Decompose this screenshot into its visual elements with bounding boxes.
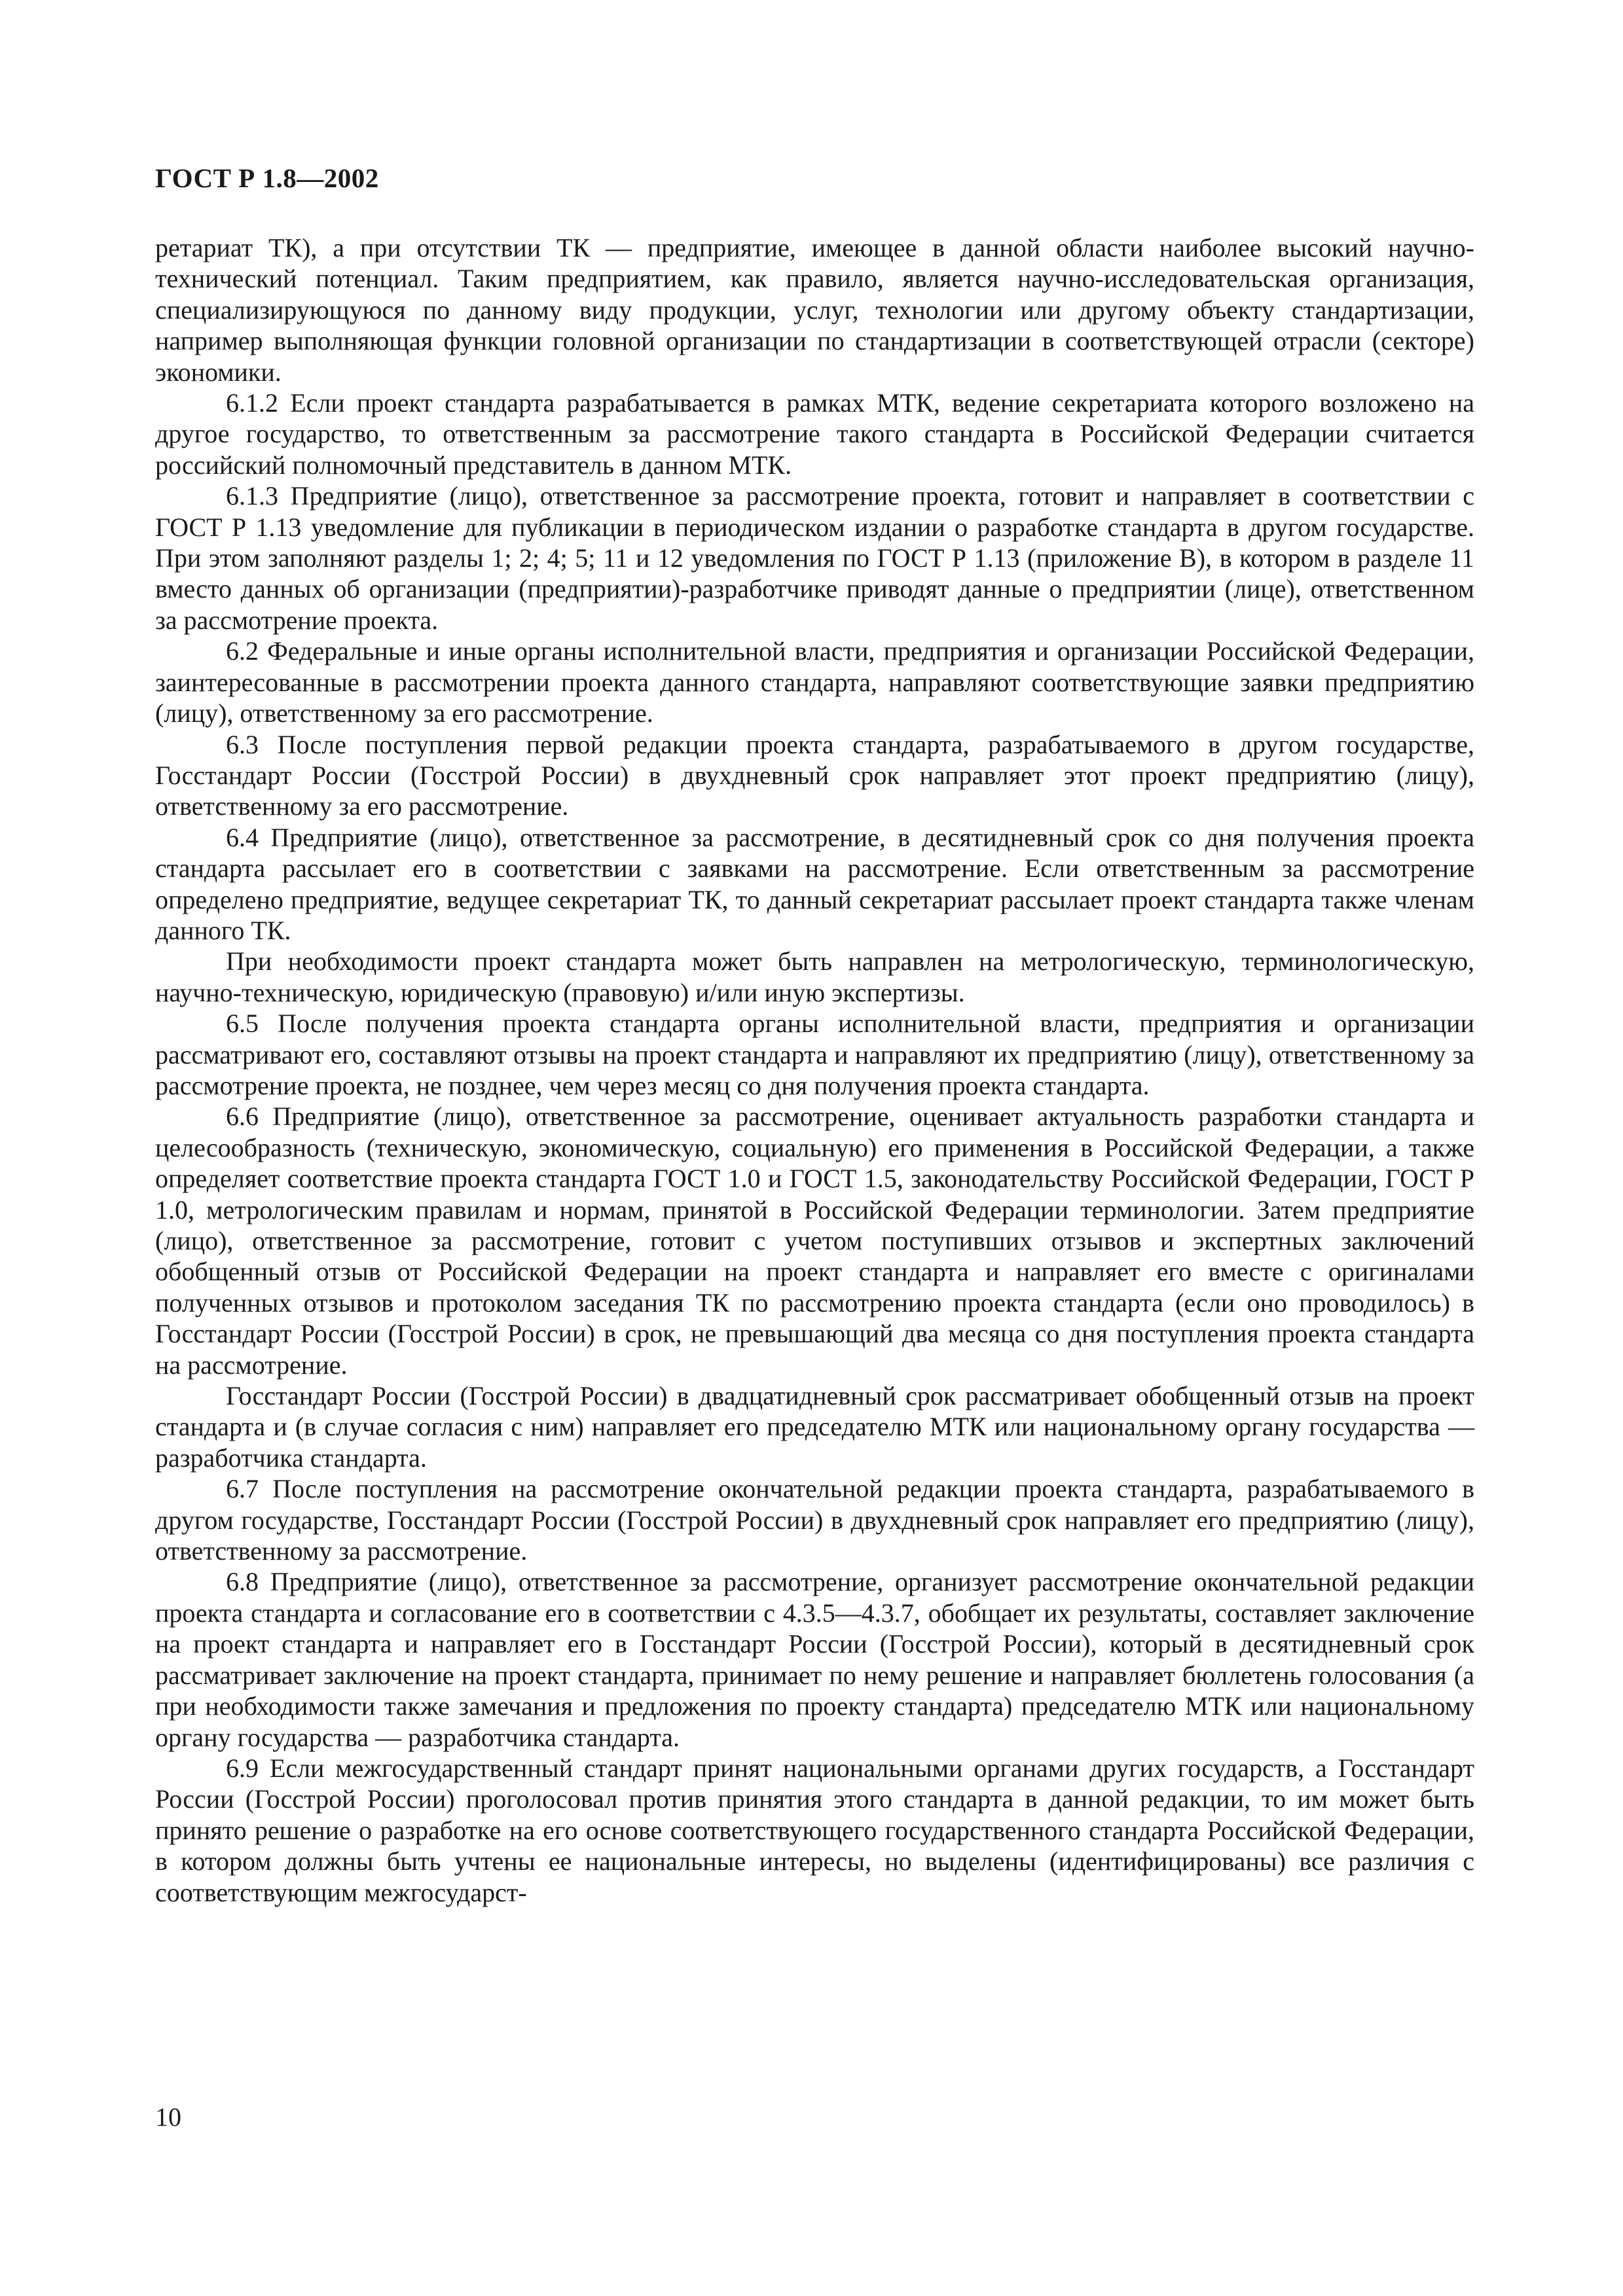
document-body bbox=[155, 232, 1474, 1908]
paragraph-6-2: 6.2 Федеральные и иные органы исполнительной власти, предприятия и организации Российской Федерации, заинтересованные в рассмотрении проекта данного стандарта, направляют соответствующие заявки предприятию (лицу), ответственному за его рассмотрение. bbox=[155, 636, 1474, 728]
paragraph-6-6: 6.6 Предприятие (лицо), ответственное за рассмотрение, оценивает актуальность разработки стандарта и целесообразность (техническую, экономическую, социальную) его применения в Российской Федерации, а также определяет соответствие проекта стандарта ГОСТ 1.0 и ГОСТ 1.5, законодательству Российской Федерации, ГОСТ Р 1.0, метрологическим правилам и нормам, принятой в Российской Федерации терминологии. Затем предприятие (лицо), ответственное за рассмотрение, готовит с учетом поступивших отзывов и экспертных заключений обобщенный отзыв от Российской Федерации на проект стандарта и направляет его вместе с оригиналами полученных отзывов и протоколом заседания ТК по рассмотрению проекта стандарта (если оно проводилось) в Госстандарт России (Госстрой России) в срок, не превышающий два месяца со дня поступления проекта стандарта на рассмотрение. bbox=[155, 1102, 1474, 1380]
paragraph-6-7: 6.7 После поступления на рассмотрение окончательной редакции проекта стандарта, разрабатываемого в другом государстве, Госстандарт России (Госстрой России) в двухдневный срок направляет его предприятию (лицу), ответственному за рассмотрение. bbox=[155, 1474, 1474, 1566]
paragraph-6-6-gosstandart: Госстандарт России (Госстрой России) в двадцатидневный срок рассматривает обобщенный отзыв на проект стандарта и (в случае согласия с ним) направляет его председателю МТК или национальному органу государства — разработчика стандарта. bbox=[155, 1381, 1474, 1473]
paragraph-6-1-3: 6.1.3 Предприятие (лицо), ответственное за рассмотрение проекта, готовит и направляет в соответствии с ГОСТ Р 1.13 уведомление для публикации в периодическом издании о разработке стандарта в другом государстве. При этом заполняют разделы 1; 2; 4; 5; 11 и 12 уведомления по ГОСТ Р 1.13 (приложение В), в котором в разделе 11 вместо данных об организации (предприятии)-разработчике приводят данные о предприятии (лице), ответственном за рассмотрение проекта. bbox=[155, 481, 1474, 635]
paragraph-6-3: 6.3 После поступления первой редакции проекта стандарта, разрабатываемого в другом государстве, Госстандарт России (Госстрой России) в двухдневный срок направляет этот проект предприятию (лицу), ответственному за его рассмотрение. bbox=[155, 729, 1474, 821]
paragraph-6-4-expertise: При необходимости проект стандарта может быть направлен на метрологическую, терминологическую, научно-техническую, юридическую (правовую) и/или иную экспертизы. bbox=[155, 946, 1474, 1007]
paragraph-6-4: 6.4 Предприятие (лицо), ответственное за рассмотрение, в десятидневный срок со дня получения проекта стандарта рассылает его в соответствии с заявками на рассмотрение. Если ответственным за рассмотрение определено предприятие, ведущее секретариат ТК, то данный секретариат рассылает проект стандарта также членам данного ТК. bbox=[155, 822, 1474, 945]
document-header-title: ГОСТ Р 1.8—2002 bbox=[155, 163, 379, 193]
paragraph-6-9: 6.9 Если межгосударственный стандарт принят национальными органами других государств, а Госстандарт России (Госстрой России) проголосовал против принятия этого стандарта в данной редакции, то им может быть принято решение о разработке на его основе соответствующего государственного стандарта Российской Федерации, в котором должны быть учтены ее национальные интересы, но выделены (идентифицированы) все различия с соответствующим межгосударст- bbox=[155, 1753, 1474, 1907]
paragraph-6-5: 6.5 После получения проекта стандарта органы исполнительной власти, предприятия и организации рассматривают его, составляют отзывы на проект стандарта и направляют их предприятию (лицу), ответственному за рассмотрение проекта, не позднее, чем через месяц со дня получения проекта стандарта. bbox=[155, 1009, 1474, 1100]
page-number: 10 bbox=[155, 2102, 181, 2132]
paragraph-6-8: 6.8 Предприятие (лицо), ответственное за рассмотрение, организует рассмотрение окончательной редакции проекта стандарта и согласование его в соответствии с 4.3.5—4.3.7, обобщает их результаты, составляет заключение на проект стандарта и направляет его в Госстандарт России (Госстрой России), который в десятидневный срок рассматривает заключение на проект стандарта, принимает по нему решение и направляет бюллетень голосования (а при необходимости также замечания и предложения по проекту стандарта) председателю МТК или национальному органу государства — разработчика стандарта. bbox=[155, 1567, 1474, 1752]
paragraph-6-1-2: 6.1.2 Если проект стандарта разрабатывается в рамках МТК, ведение секретариата которого возложено на другое государство, то ответственным за рассмотрение такого стандарта в Российской Федерации считается российский полномочный представитель в данном МТК. bbox=[155, 388, 1474, 480]
paragraph-continuation: ретариат ТК), а при отсутствии ТК — предприятие, имеющее в данной области наиболее высокий научно-технический потенциал. Таким предприятием, как правило, является научно-исследовательская организация, специализирующуюся по данному виду продукции, услуг, технологии или другому объекту стандартизации, например выполняющая функции головной организации по стандартизации в соответствующей отрасли (секторе) экономики. bbox=[155, 233, 1474, 387]
